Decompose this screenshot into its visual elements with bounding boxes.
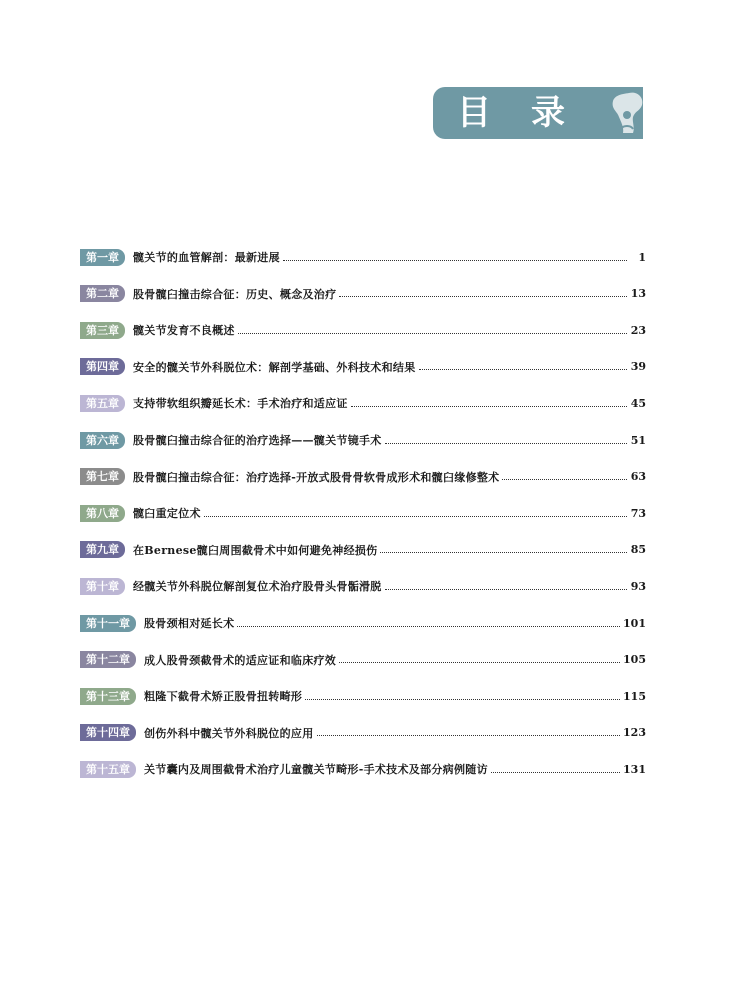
page-number: 115 (623, 689, 646, 703)
chapter-title[interactable]: 股骨颈相对延长术 (144, 617, 235, 630)
chapter-badge: 第九章 (80, 541, 125, 558)
chapter-title[interactable]: 股骨髋臼撞击综合征：历史、概念及治疗 (133, 287, 337, 301)
toc-entry[interactable] (80, 723, 646, 743)
page-number: 123 (623, 726, 646, 740)
chapter-badge: 第七章 (80, 468, 125, 485)
dot-leader (305, 699, 620, 700)
page-number: 93 (630, 579, 646, 593)
chapter-badge: 第三章 (80, 322, 125, 339)
chapter-badge: 第八章 (80, 505, 125, 522)
toc-entry[interactable] (80, 576, 646, 596)
dot-leader (339, 662, 620, 663)
chapter-title[interactable]: 关节囊内及周围截骨术治疗儿童髋关节畸形-手术技术及部分病例随访 (144, 763, 488, 777)
chapter-badge: 第十章 (80, 578, 125, 595)
page-number: 73 (630, 506, 646, 520)
chapter-title[interactable]: 在Bernese髋臼周围截骨术中如何避免神经损伤 (133, 543, 378, 557)
chapter-title[interactable]: 创伤外科中髋关节外科脱位的应用 (144, 726, 314, 740)
toc-entry[interactable] (80, 357, 646, 377)
chapter-badge: 第十三章 (80, 688, 136, 705)
page-number: 101 (623, 616, 646, 630)
chapter-badge: 第十二章 (80, 651, 136, 668)
dot-leader (491, 772, 620, 773)
chapter-badge: 第五章 (80, 395, 125, 412)
toc-entry[interactable] (80, 430, 646, 450)
page-number: 63 (630, 470, 646, 484)
toc-entry[interactable] (80, 613, 646, 633)
dot-leader (502, 479, 627, 480)
chapter-badge: 第二章 (80, 285, 125, 302)
toc-entry[interactable] (80, 393, 646, 413)
page-number: 45 (630, 396, 646, 410)
page-number: 39 (630, 360, 646, 374)
dot-leader (317, 735, 621, 736)
chapter-badge: 第十四章 (80, 724, 136, 741)
page-number: 51 (630, 433, 646, 447)
chapter-title[interactable]: 股骨髋臼撞击综合征：治疗选择-开放式股骨骨软骨成形术和髋臼缘修整术 (133, 470, 500, 484)
chapter-title[interactable]: 髋关节的血管解剖：最新进展 (133, 251, 280, 264)
chapter-title[interactable]: 髋臼重定位术 (133, 507, 201, 521)
toc-entry[interactable] (80, 247, 646, 267)
dot-leader (351, 406, 627, 407)
dot-leader (380, 552, 627, 553)
dot-leader (204, 516, 627, 517)
hip-bone-icon (609, 89, 645, 137)
dot-leader (385, 589, 627, 590)
chapter-title[interactable]: 经髋关节外科脱位解剖复位术治疗股骨头骨骺滑脱 (133, 580, 382, 594)
toc-entry[interactable] (80, 650, 646, 670)
dot-leader (238, 333, 627, 334)
dot-leader (419, 369, 628, 370)
toc-entry[interactable] (80, 686, 646, 706)
toc-entry[interactable] (80, 759, 646, 779)
dot-leader (339, 296, 627, 297)
toc-entry[interactable] (80, 467, 646, 487)
title-banner (433, 87, 643, 139)
chapter-badge: 第一章 (80, 249, 125, 266)
chapter-title[interactable]: 粗隆下截骨术矫正股骨扭转畸形 (144, 690, 303, 704)
toc-entry[interactable] (80, 284, 646, 304)
chapter-title[interactable]: 安全的髋关节外科脱位术：解剖学基础、外科技术和结果 (133, 360, 416, 374)
toc-entry[interactable] (80, 540, 646, 560)
dot-leader (385, 443, 627, 444)
chapter-title[interactable]: 支持带软组织瓣延长术：手术治疗和适应证 (133, 397, 348, 411)
dot-leader (283, 260, 627, 261)
page-number: 1 (638, 250, 646, 264)
page-number: 85 (630, 543, 646, 557)
page-title: 目录 (457, 93, 605, 133)
chapter-badge: 第十五章 (80, 761, 136, 778)
chapter-title[interactable]: 髋关节发育不良概述 (133, 324, 235, 338)
chapter-badge: 第四章 (80, 358, 125, 375)
chapter-badge: 第十一章 (80, 615, 136, 632)
dot-leader (237, 626, 620, 627)
page-number: 131 (623, 762, 646, 776)
page-number: 23 (630, 323, 646, 337)
page-number: 13 (630, 287, 646, 301)
chapter-title[interactable]: 成人股骨颈截骨术的适应证和临床疗效 (144, 653, 337, 667)
chapter-title[interactable]: 股骨髋臼撞击综合征的治疗选择——髋关节镜手术 (133, 434, 382, 447)
toc-entry[interactable] (80, 503, 646, 523)
page-number: 105 (623, 653, 646, 667)
chapter-badge: 第六章 (80, 432, 125, 449)
toc-entry[interactable] (80, 320, 646, 340)
